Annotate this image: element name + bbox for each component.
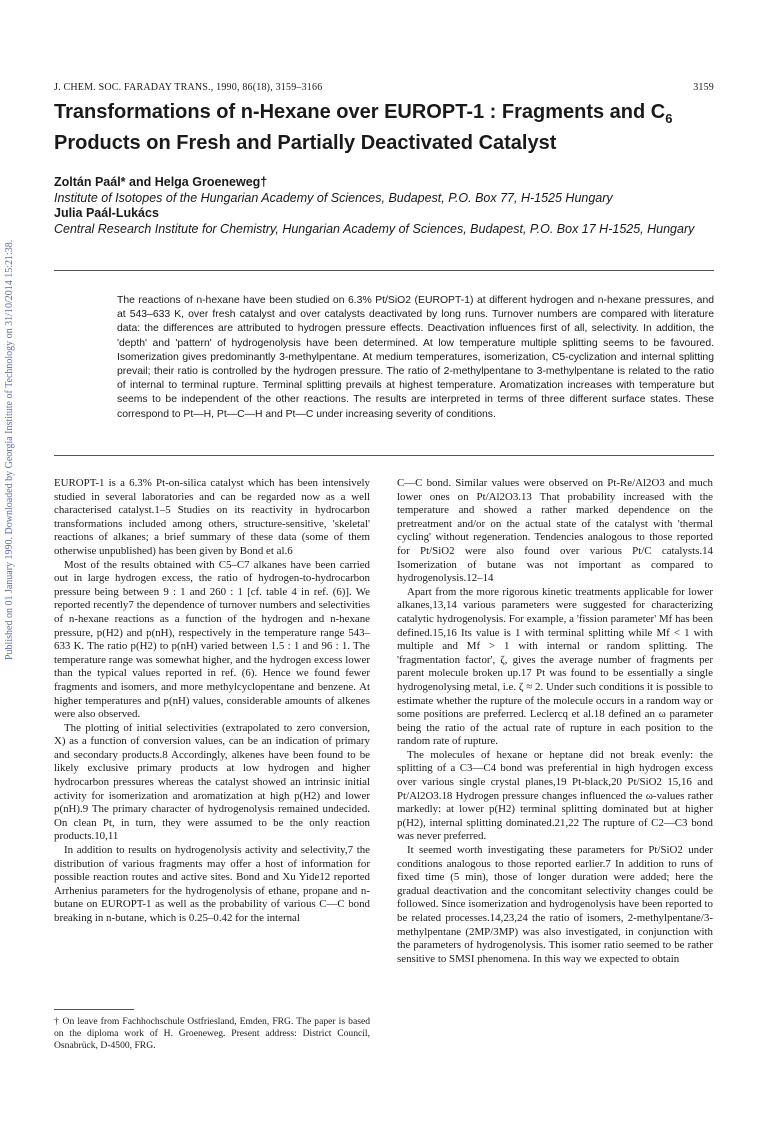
download-notice-text: Published on 01 January 1990. Downloaded by Georgia Institute of Technology on 31/10/2014 15:21:38. (4, 239, 15, 660)
author-names-2: Julia Paál-Lukács (54, 206, 159, 220)
title-subscript: 6 (665, 111, 673, 126)
paragraph: EUROPT-1 is a 6.3% Pt-on-silica catalyst which has been intensively studied in several laboratories and can be regarded now as a well characterised catalyst.1–5 Studies on its reactivity in hydrocarbon transformations included among others, structure-sensitive, 'skeletal' reactions of alkanes; a brief summary of these data (some of them otherwise unpublished) has been given by Bond et al.6 (54, 477, 370, 557)
footnote-divider (54, 1009, 134, 1010)
title-line-1: Transformations of n-Hexane over EUROPT-1 : Fragments and C (54, 101, 666, 123)
affiliation-2: Central Research Institute for Chemistry, Hungarian Academy of Sciences, Budapest, P.O. Box 17 H-1525, Hungary (54, 221, 695, 236)
right-column (397, 477, 713, 966)
paragraph: The molecules of hexane or heptane did not break evenly: the splitting of a C3—C4 bond was preferential in high hydrogen excess over various single crystal planes,19 Pt-black,20 Pt/SiO2 15,16 and Pt/Al2O3.18 Hydrogen pressure changes influenced the ω-values rather markedly: at lower p(H2) terminal splitting dominated but at higher p(H2), internal splitting dominated.21,22 The rupture of C2—C3 bond was never preferred. (397, 748, 713, 843)
divider-bottom (54, 455, 714, 456)
journal-citation: J. CHEM. SOC. FARADAY TRANS., 1990, 86(18), 3159–3166 (54, 82, 323, 93)
download-notice (0, 190, 16, 660)
page-number: 3159 (693, 82, 714, 93)
author-names-1: Zoltán Paál* and Helga Groeneweg† (54, 175, 268, 189)
author-block (54, 175, 714, 237)
paragraph: C—C bond. Similar values were observed on Pt-Re/Al2O3 and much lower ones on Pt/Al2O3.13 That probability increased with the temperature and showed a rather marked dependence on the pretreatment and/or on the actual state of the catalyst with 'thermal cycling' without regeneration. Tendencies analogous to those reported for Pt/SiO2 were also found over various Pt/C catalysts.14 Isomerization of butane was not important as compared to hydrogenolysis.12–14 (397, 477, 713, 585)
paragraph: It seemed worth investigating these parameters for Pt/SiO2 under conditions analogous to those reported earlier.7 In addition to runs of fixed time (5 min), those of longer duration were added; here the gradual deactivation and the concomitant selectivity changes could be followed. Since isomerization and hydrogenolysis have been reported to be related processes.14,23,24 the ratio of isomers, 2-methylpentane/3-methylpentane (2MP/3MP) was also investigated, in conjunction with the parameters of hydrogenolysis. This isomer ratio seemed to be rather sensitive to SMSI phenomena. In this way we expected to obtain (397, 844, 713, 965)
running-header (54, 82, 714, 96)
divider-top (54, 270, 714, 271)
abstract: The reactions of n-hexane have been studied on 6.3% Pt/SiO2 (EUROPT-1) at different hydrogen and n-hexane pressures, and at 543–633 K, over fresh catalyst and over catalysts deactivated by long runs. Turnover numbers are compared with literature data: the differences are attributed to hydrogen pressure effects. Deactivation influences first of all, selectivity. In addition, the 'depth' and 'pattern' of hydrogenolysis have been determined. At low temperature multiple splitting seems to be favoured. Isomerization gives predominantly 3-methylpentane. At medium temperatures, isomerization, C5-cyclization and internal splitting prevail; their ratio is controlled by the hydrogen pressure. The ratio of 2-methylpentane to 3-methylpentane is related to the ratio of internal to terminal rupture. Terminal splitting prevails at highest temperature. Aromatization increases with temperature but seems to be independent of the other reactions. The results are interpreted in terms of three different surface states. These correspond to Pt—H, Pt—C—H and Pt—C under increasing severity of conditions. (117, 295, 714, 420)
left-column (54, 477, 370, 926)
paragraph: In addition to results on hydrogenolysis activity and selectivity,7 the distribution of various fragments may offer a host of information for possible reaction routes and active sites. Bond and Xu Yide12 reported Arrhenius parameters for the hydrogenolysis of ethane, propane and n-butane on EUROPT-1 as well as the probability of various C—C bond breaking in n-butane, which is 0.25–0.42 for the internal (54, 844, 370, 924)
paragraph: Most of the results obtained with C5–C7 alkanes have been carried out in large hydrogen excess, the ratio of hydrogen-to-hydrocarbon pressure being between 9 : 1 and 260 : 1 [cf. table 4 in ref. (6)]. We reported recently7 the dependence of turnover numbers and selectivities of n-hexane reactions as a function of the hydrogen and n-hexane pressure, p(H2) and p(nH), respectively in the temperature range 543–633 K. The ratio p(H2) to p(nH) varied between 1.5 : 1 and 96 : 1. The temperature range was somewhat higher, and the hydrogen excess lower than the typical values reported in ref. (6). Hence we found fewer fragments and isomers, and more methylcyclopentane and benzene. At higher temperatures and p(nH) values, considerable amounts of alkenes were also observed. (54, 558, 370, 721)
footnote: † On leave from Fachhochschule Ostfriesland, Emden, FRG. The paper is based on the diploma work of H. Groeneweg. Present address: District Council, Osnabrück, D-4500, FRG. (54, 1016, 370, 1051)
article-title (54, 100, 714, 155)
affiliation-1: Institute of Isotopes of the Hungarian Academy of Sciences, Budapest, P.O. Box 77, H-1525 Hungary (54, 190, 613, 205)
title-line-2: Products on Fresh and Partially Deactivated Catalyst (54, 132, 557, 154)
paragraph: Apart from the more rigorous kinetic treatments applicable for lower alkanes,13,14 various parameters were suggested for characterizing catalytic hydrogenolysis. For example, a 'fission parameter' Mf has been defined.15,16 Its value is 1 with terminal splitting while Mf < 1 with multiple and Mf > 1 with internal or random splitting. The 'fragmentation factor', ζ, gives the average number of fragments per parent molecule broken up.17 Pt was found to be essentially a single hydrogenolysing metal, i.e. ζ ≈ 2. Under such conditions it is possible to estimate whether the rupture of the molecule occurs in a random way or some positions are preferred. Leclercq et al.18 defined an ω parameter being the ratio of the actual rate of rupture in each position to the random rate of rupture. (397, 585, 713, 748)
paragraph: The plotting of initial selectivities (extrapolated to zero conversion, X) as a function of conversion values, can be an indication of primary and secondary products.8 Accordingly, alkenes have been found to be likely exclusive primary products at low hydrogen and higher hydrocarbon pressures whereas the catalyst showed an intrinsic initial activity for isomerization and aromatization at high p(H2) and lower p(nH).9 The primary character of hydrogenolysis remained undecided. On clean Pt, in turn, they were assumed to be the only reaction products.10,11 (54, 721, 370, 843)
